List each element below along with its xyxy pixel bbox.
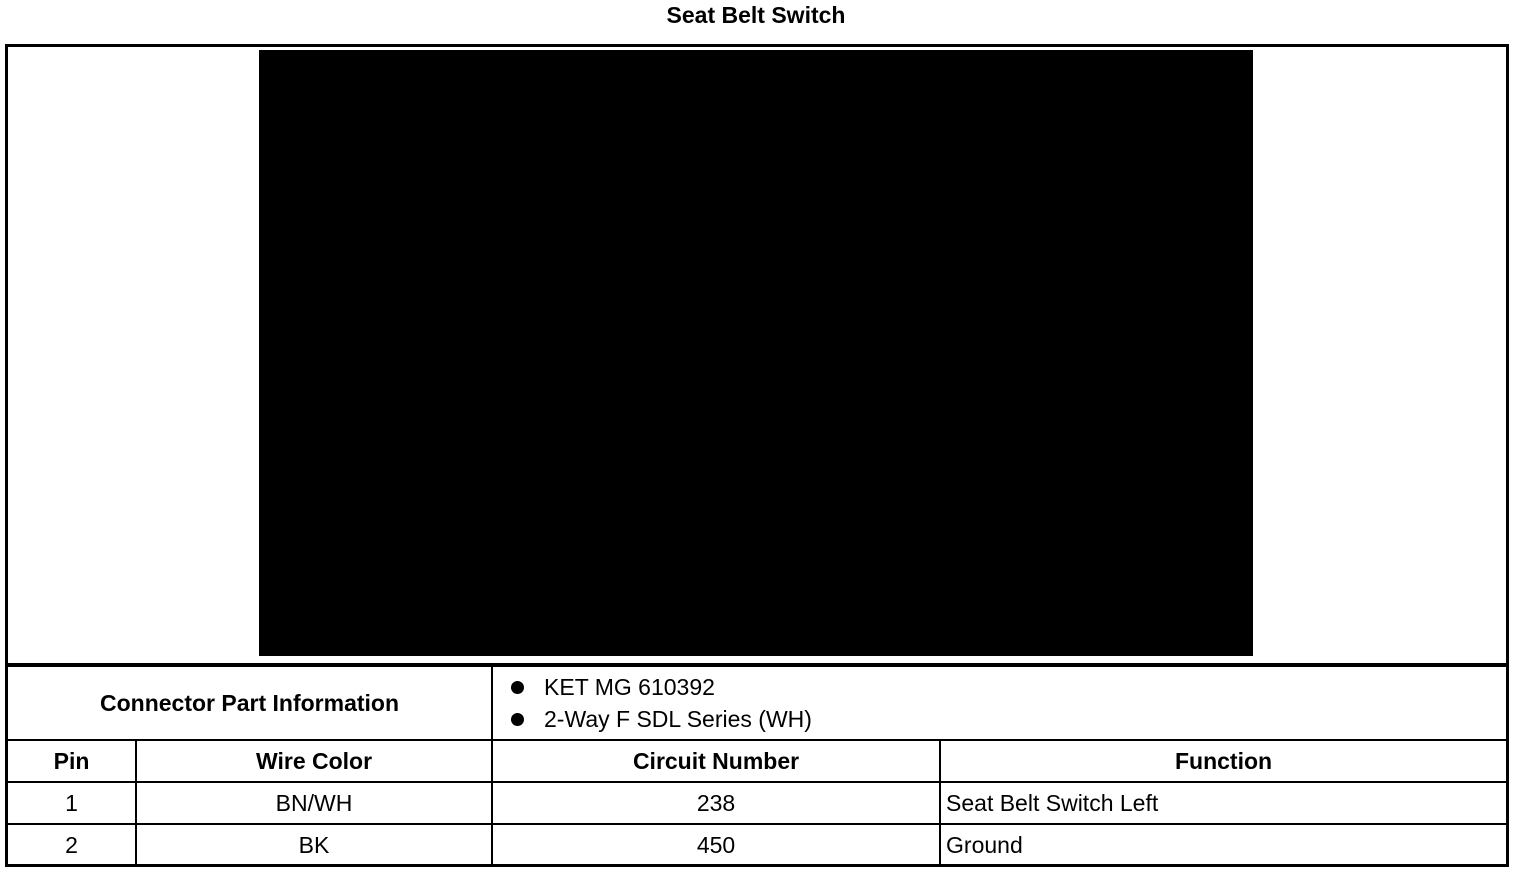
header-function: Function [940,740,1506,782]
header-circuit-number: Circuit Number [492,740,940,782]
cell-circuit-number: 238 [492,782,940,824]
cell-wire-color: BK [136,824,492,865]
connector-document [5,44,1509,867]
connector-image-area [8,47,1506,665]
table-header-row [8,740,1506,782]
table-row [8,824,1506,865]
header-pin: Pin [8,740,136,782]
header-wire-color: Wire Color [136,740,492,782]
connector-series: 2-Way F SDL Series (WH) [544,705,812,732]
bullet-icon [511,681,524,694]
cell-wire-color: BN/WH [136,782,492,824]
cell-function: Ground [940,824,1506,865]
connector-part-number: KET MG 610392 [544,673,715,700]
list-item [511,671,1506,703]
connector-info-row [8,666,1506,740]
list-item [511,703,1506,735]
table-row [8,782,1506,824]
cell-circuit-number: 450 [492,824,940,865]
cell-pin: 1 [8,782,136,824]
bullet-icon [511,713,524,726]
page-title: Seat Belt Switch [666,2,846,28]
connector-image [259,50,1253,656]
connector-table [8,665,1506,865]
cell-function: Seat Belt Switch Left [940,782,1506,824]
connector-info-label: Connector Part Information [8,666,492,740]
connector-info-list [492,666,1506,740]
cell-pin: 2 [8,824,136,865]
